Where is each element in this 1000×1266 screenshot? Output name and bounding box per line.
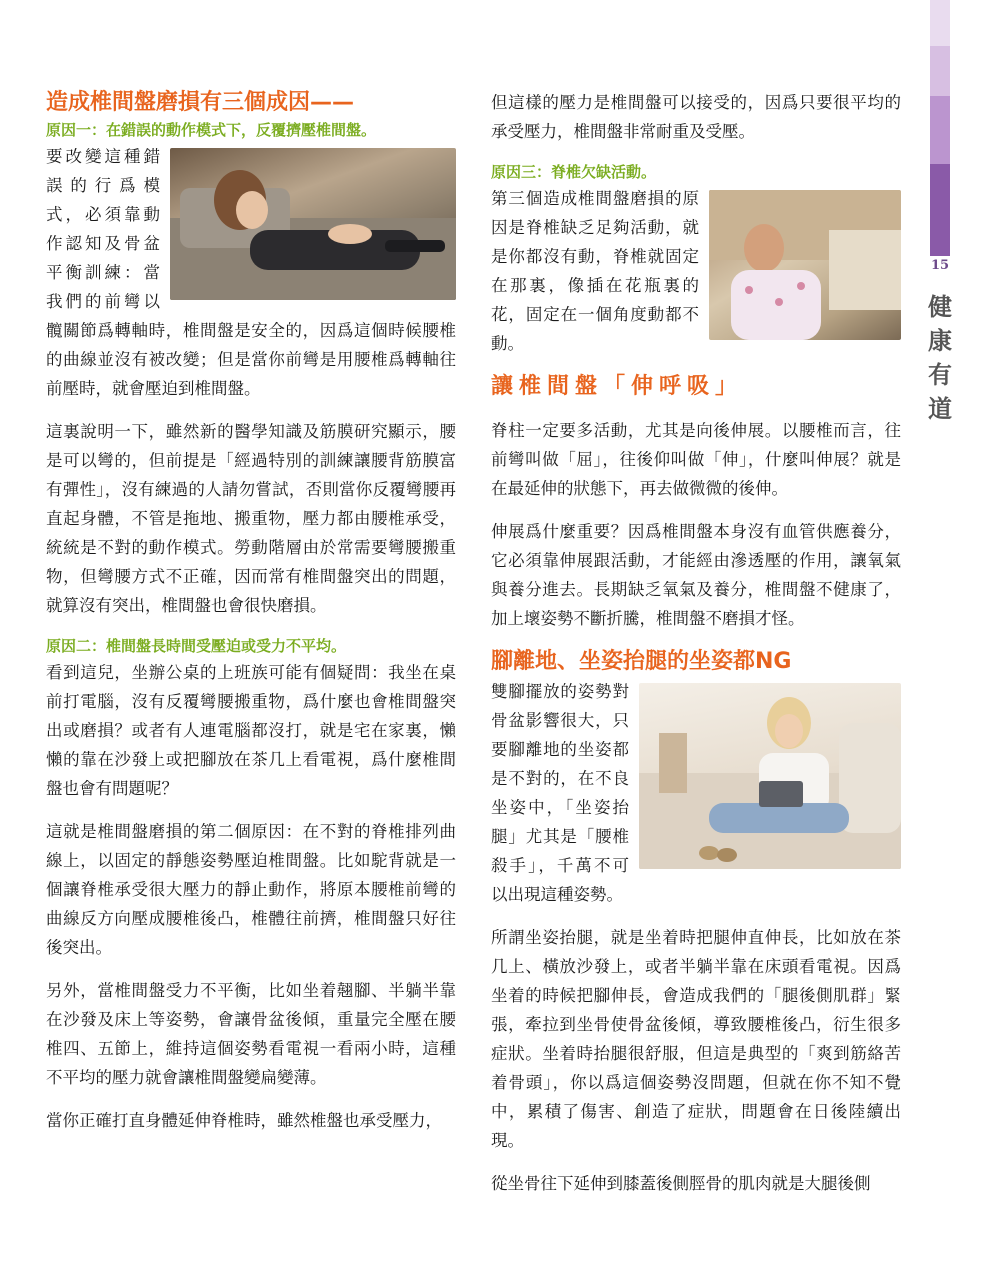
paragraph-8: 第三個造成椎間盤磨損的原因是脊椎缺乏足夠活動，就是你都沒有動，脊椎就固定在那裏，像插在花瓶裏的花，固定在一個角度動都不動。: [491, 189, 699, 353]
side-title-char-1: 健: [928, 292, 952, 321]
side-title-char-2: 康: [928, 326, 952, 355]
paragraph-13: 從坐骨往下延伸到膝蓋後側脛骨的肌肉就是大腿後側: [491, 1174, 871, 1193]
paragraph-3: 看到這兒，坐辦公桌的上班族可能有個疑問：我坐在桌前打電腦，沒有反覆彎腰搬重物，爲什麼也會椎間盤突出或磨損？或者有人連電腦都沒打，就是宅在家裏，懶懶的靠在沙發上或把腳放在茶几上看電視，爲什麼椎間盤也會有問題呢？: [46, 663, 456, 798]
photo2-illustration: [709, 190, 901, 340]
photo3-illustration: [639, 683, 901, 869]
side-bar-segment-1: [930, 0, 950, 46]
section-heading-sitting: 腳離地、坐姿抬腿的坐姿都NG: [491, 649, 792, 674]
side-title-char-3: 有: [928, 360, 952, 389]
right-column: [491, 88, 901, 1198]
reason-one-title: 原因一：在錯誤的動作模式下，反覆擠壓椎間盤。: [46, 121, 377, 139]
woman-on-sofa-photo: [170, 148, 456, 300]
section-heading-stretch: 讓椎間盤「伸呼吸」: [491, 374, 744, 399]
side-bar-segment-4: [930, 164, 950, 256]
photo1-illustration: [170, 148, 456, 300]
paragraph-11: 雙腳擺放的姿勢對骨盆影響很大，只要腳離地的坐姿都是不對的，在不良坐姿中，「坐姿抬腿」尤其是「腰椎殺手」，千萬不可以出現這種姿勢。: [491, 682, 629, 904]
paragraph-9: 脊柱一定要多活動，尤其是向後伸展。以腰椎而言，往前彎叫做「屈」，往後仰叫做「伸」，什麼叫伸展？就是在最延伸的狀態下，再去做微微的後伸。: [491, 421, 901, 498]
paragraph-6: 當你正確打直身體延伸脊椎時，雖然椎盤也承受壓力，: [46, 1111, 442, 1130]
side-title-char-4: 道: [928, 394, 952, 423]
reason-three-title: 原因三：脊椎欠缺活動。: [491, 163, 657, 181]
paragraph-1: 要改變這種錯誤的行爲模式，必須靠動作認知及骨盆平衡訓練：當我們的前彎以髖關節爲轉軸時，椎間盤是安全的，因爲這個時候腰椎的曲線並沒有被改變；但是當你前彎是用腰椎爲轉軸往前壓時，就會壓迫到椎間盤。: [46, 147, 456, 398]
side-color-bar: [930, 0, 950, 1266]
paragraph-7: 但這樣的壓力是椎間盤可以接受的，因爲只要很平均的承受壓力，椎間盤非常耐重及受壓。: [491, 93, 901, 141]
left-column: [46, 88, 456, 1135]
section-heading-causes: 造成椎間盤磨損有三個成因——: [46, 90, 355, 115]
paragraph-4: 這就是椎間盤磨損的第二個原因：在不對的脊椎排列曲線上，以固定的靜態姿勢壓迫椎間盤。比如駝背就是一個讓脊椎承受很大壓力的靜止動作，將原本腰椎前彎的曲線反方向壓成腰椎後凸，椎體往前擠，椎間盤只好往後突出。: [46, 822, 456, 957]
side-bar-segment-2: [930, 46, 950, 96]
side-bar-segment-3: [930, 96, 950, 164]
paragraph-10: 伸展爲什麼重要？因爲椎間盤本身沒有血管供應養分，它必須靠伸展跟活動，才能經由滲透壓的作用，讓氧氣與養分進去。長期缺乏氧氣及養分，椎間盤不健康了，加上壞姿勢不斷折騰，椎間盤不磨損才怪。: [491, 522, 901, 628]
man-on-sofa-photo: [709, 190, 901, 340]
woman-with-tablet-photo: [639, 683, 901, 869]
paragraph-2: 這裏說明一下，雖然新的醫學知識及筋膜研究顯示，腰是可以彎的，但前提是「經過特別的訓練讓腰背筋膜富有彈性」，沒有練過的人請勿嘗試，否則當你反覆彎腰再直起身體，不管是拖地、搬重物，壓力都由腰椎承受，統統是不對的動作模式。勞動階層由於常需要彎腰搬重物，但彎腰方式不正確，因而常有椎間盤突出的問題，就算沒有突出，椎間盤也會很快磨損。: [46, 422, 456, 615]
paragraph-12: 所謂坐姿抬腿，就是坐着時把腿伸直伸長，比如放在茶几上、橫放沙發上，或者半躺半靠在床頭看電視。因爲坐着的時候把腳伸長，會造成我們的「腿後側肌群」緊張，牽拉到坐骨使骨盆後傾，導致腰椎後凸，衍生很多症狀。坐着時抬腿很舒服，但這是典型的「爽到筋絡苦着骨頭」，你以爲這個姿勢沒問題，但就在你不知不覺中，累積了傷害、創造了症狀，問題會在日後陸續出現。: [491, 928, 901, 1150]
section-title-vertical: [926, 290, 954, 426]
reason-two-title: 原因二：椎間盤長時間受壓迫或受力不平均。: [46, 637, 347, 655]
page-number: 15: [930, 258, 950, 273]
paragraph-5: 另外，當椎間盤受力不平衡，比如坐着翹腳、半躺半靠在沙發及床上等姿勢，會讓骨盆後傾，重量完全壓在腰椎四、五節上，維持這個姿勢看電視一看兩小時，這種不平均的壓力就會讓椎間盤變扁變薄。: [46, 981, 456, 1087]
